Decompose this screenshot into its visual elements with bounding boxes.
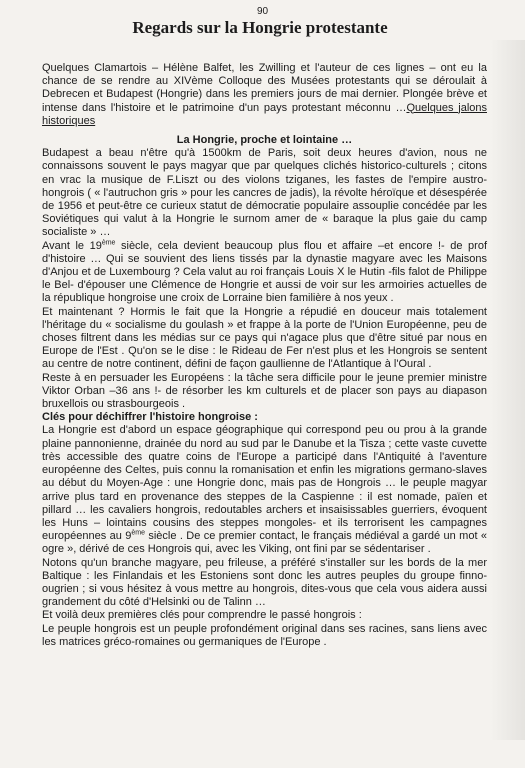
historical-milestones-link[interactable]: Quelques jalons historiques	[42, 101, 487, 127]
paragraph: Notons qu'un branche magyare, peu frileuse, a préféré s'installer sur les bords de la mer Baltique : les Finlandais et les Estoniens sont donc les autres peuples du groupe finno-ougrien ; si vous hésitez à vous mettre au hongrois, dites-vous que cela vous aidera aussi grandement du côté d'Helsinki ou de Talinn …	[42, 556, 487, 609]
paragraph: Et maintenant ? Hormis le fait que la Hongrie a répudié en douceur mais totalement l'héritage du « socialisme du goulash » et frappe à la porte de l'Union Européenne, peu de choses filtrent dans les médias sur ce pays qui n'agace plus que d'être situé par nous en Europe de l'Est . Qu'on se le dise : le Rideau de Fer n'est plus et les Hongrois se sentent au centre de notre continent, défini de façon gaullienne de l'Atlantique à l'Oural .	[42, 305, 487, 371]
page-edge-shadow	[490, 40, 525, 740]
page-number: 90	[256, 6, 269, 17]
text-run: siècle . De ce premier contact, le français médiéval a gardé un mot « ogre », dérivé de ces Hongrois qui, avec les Viking, ont fini par se sédentariser .	[42, 530, 488, 556]
article-title: Regards sur la Hongrie protestante	[132, 18, 388, 37]
article-body	[42, 62, 487, 649]
intro-text: Quelques Clamartois – Hélène Balfet, les Zwilling et l'auteur de ces lignes – ont eu la chance de se rendre au XIVème Colloque des Musées protestants qui se déroulait à Debrecen et Budapest (Hongrie) dans les premiers jours de mai dernier. Plongée brève et intense dans l'histoire et le patrimoine d'un pays protestant méconnu …	[42, 62, 487, 114]
text-run: Avant le 19	[42, 239, 102, 252]
superscript: ème	[101, 238, 116, 246]
section-heading-cles: Clés pour déchiffrer l'histoire hongroise :	[42, 411, 258, 424]
text-run: La Hongrie est d'abord un espace géographique qui correspond peu ou prou à la grande plaine pannonienne, drainée du nord au sud par le Danube et la Tisza ; cette vaste cuvette très accessible des quatre coins de l'Europe a participé dans l'Antiquité à l'aventure européenne des Celtes, puis connu la romanisation et enfin les migrations germano-slaves au début du Moyen-Age : une Hongrie donc, mais pas de Hongrois … le peuple magyar arrive plus tard en provenance des steppes de la Caspienne : il est nomade, païen et pillard … les cavaliers hongrois, redoutables archers et insaisissables guerriers, évoquent les Huns – lointains cousins des steppes mongoles- et ils terrorisent les campagnes européennes au 9	[42, 424, 487, 543]
paragraph	[42, 240, 487, 306]
intro-paragraph	[42, 62, 487, 128]
paragraph	[42, 424, 487, 556]
paragraph: Et voilà deux premières clés pour comprendre le passé hongrois :	[42, 609, 362, 622]
paragraph: Le peuple hongrois est un peuple profondément original dans ses racines, sans liens avec les matrices gréco-romaines ou germaniques de l'Europe .	[42, 622, 487, 648]
paragraph: Budapest a beau n'être qu'à 1500km de Paris, soit deux heures d'avion, nous ne connaissons souvent le pays magyar que par quelques clichés historico-culturels ; citons en vrac la musique de F.Liszt ou des violons tziganes, les fastes de l'empire austro-hongrois ( « l'autruchon gris » pour les cancres de jadis), la révolte héroïque et désespérée de 1956 et peut-être ce curieux statut de démocratie populaire assouplie concédée par les Soviétiques qui valut à la Hongrie le surnom amer de « baraque la plus gaie du camp socialiste » …	[42, 147, 487, 239]
section-heading-proche-lointaine: La Hongrie, proche et lointaine …	[176, 134, 353, 147]
superscript: ème	[131, 529, 145, 537]
text-run: siècle, cela devient beaucoup plus flou et affaire –et encore !- de prof d'histoire … Qui se souvient des liens tissés par la dynastie magyare avec les Maisons d'Anjou et de Luxembourg ? Cela valut au roi français Louis X le Hutin -fils falot de Philippe le Bel- d'épouser une Clémence de Hongrie et aussi de voir sur les armoiries actuelles de la république hongroise une croix de Lorraine bien familière à nos yeux .	[42, 239, 487, 305]
paragraph: Reste à en persuader les Européens : la tâche sera difficile pour le jeune premier ministre Viktor Orban –36 ans !- de résorber les km culturels et de placer son pays au diapason bruxellois ou strasbourgeois .	[42, 371, 487, 411]
